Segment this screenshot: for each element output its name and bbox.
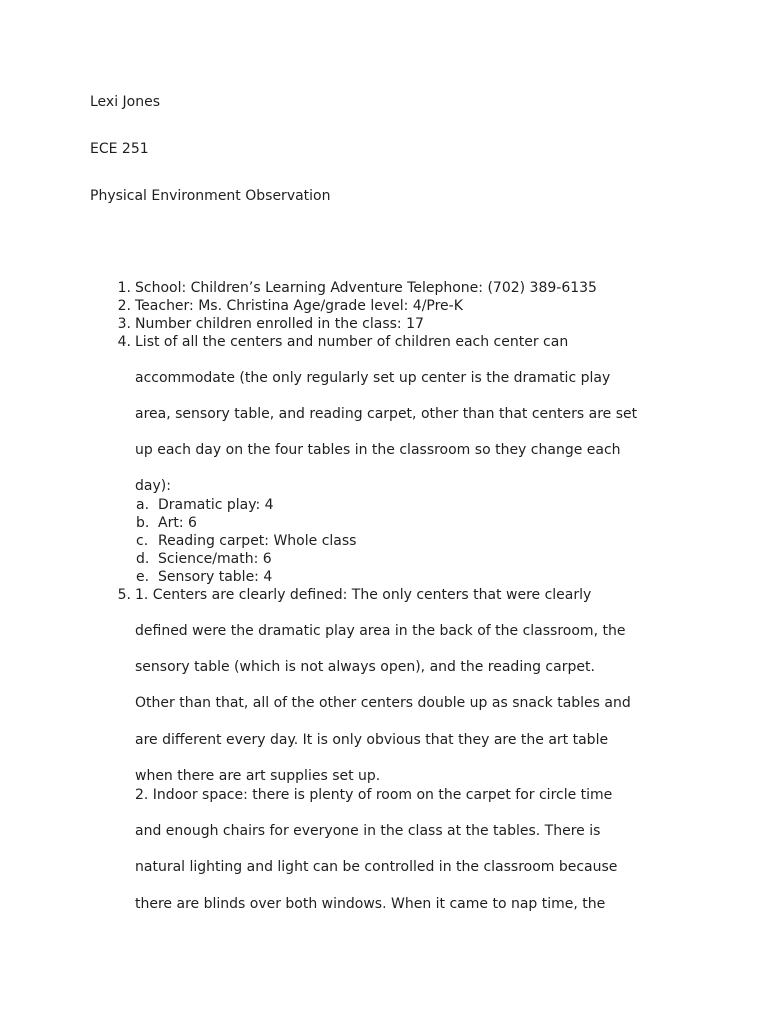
sub-item-reading-carpet: Reading carpet: Whole class <box>158 533 357 549</box>
sub-item-letter: c. <box>136 533 149 549</box>
list-item-teacher: Teacher: Ms. Christina Age/grade level: 4/Pre-K <box>135 298 463 314</box>
list-item-number: 3. <box>117 316 131 332</box>
sub-item-letter: b. <box>136 515 150 531</box>
document-title: Physical Environment Observation <box>90 188 331 204</box>
list-item-number: 2. <box>117 298 131 314</box>
list-item-number: 1. <box>117 280 131 296</box>
paragraph-line: when there are art supplies set up. <box>135 768 381 784</box>
paragraph-line: and enough chairs for everyone in the class at the tables. There is <box>135 823 601 839</box>
list-item-number: 4. <box>117 334 131 350</box>
sub-item-letter: e. <box>136 569 150 585</box>
paragraph-line: 1. Centers are clearly defined: The only centers that were clearly <box>135 587 592 603</box>
sub-item-letter: d. <box>136 551 150 567</box>
paragraph-line: there are blinds over both windows. When it came to nap time, the <box>135 896 606 912</box>
student-name: Lexi Jones <box>90 94 161 110</box>
paragraph-line: List of all the centers and number of children each center can <box>135 334 569 350</box>
sub-item-letter: a. <box>136 497 150 513</box>
sub-item-art: Art: 6 <box>158 515 197 531</box>
list-item-enrollment: Number children enrolled in the class: 17 <box>135 316 424 332</box>
sub-item-sensory-table: Sensory table: 4 <box>158 569 273 585</box>
paragraph-line: accommodate (the only regularly set up center is the dramatic play <box>135 370 611 386</box>
sub-item-dramatic-play: Dramatic play: 4 <box>158 497 274 513</box>
paragraph-line: natural lighting and light can be controlled in the classroom because <box>135 859 618 875</box>
paragraph-line: up each day on the four tables in the classroom so they change each <box>135 442 621 458</box>
list-item-number: 5. <box>117 587 131 603</box>
paragraph-line: defined were the dramatic play area in the back of the classroom, the <box>135 623 626 639</box>
paragraph-line: day): <box>135 478 171 494</box>
paragraph-line: sensory table (which is not always open), and the reading carpet. <box>135 659 595 675</box>
paragraph-line: area, sensory table, and reading carpet, other than that centers are set <box>135 406 638 422</box>
paragraph-line: Other than that, all of the other centers double up as snack tables and <box>135 695 631 711</box>
list-item-school: School: Children’s Learning Adventure Telephone: (702) 389-6135 <box>135 280 597 296</box>
course-code: ECE 251 <box>90 141 149 157</box>
paragraph-line: 2. Indoor space: there is plenty of room on the carpet for circle time <box>135 787 613 803</box>
paragraph-line: are different every day. It is only obvious that they are the art table <box>135 732 609 748</box>
sub-item-science-math: Science/math: 6 <box>158 551 272 567</box>
